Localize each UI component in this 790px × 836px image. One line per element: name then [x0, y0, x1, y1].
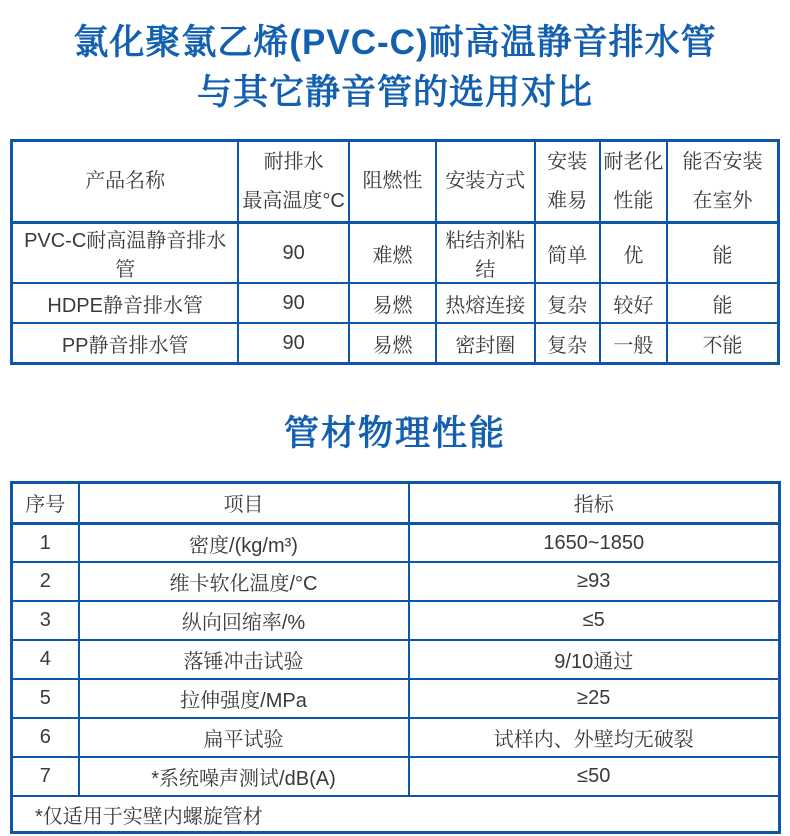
cell-product-name: PP静音排水管	[12, 323, 239, 363]
cell-item: 扁平试验	[79, 718, 409, 757]
header-install-difficulty: 安装 难易	[535, 141, 600, 223]
cell-index: 3	[12, 601, 79, 640]
cell-outdoor: 能	[667, 223, 779, 284]
header-item: 项目	[79, 482, 409, 523]
section-title-physical-properties: 管材物理性能	[283, 413, 506, 453]
table-row-shrinkage	[12, 601, 780, 640]
cell-install-method: 密封圈	[436, 323, 534, 363]
cell-install-method: 粘结剂粘结	[436, 223, 534, 284]
table-footnote: *仅适用于实壁内螺旋管材	[12, 796, 780, 832]
cell-aging: 优	[600, 223, 667, 284]
table-row-density	[12, 523, 780, 562]
cell-flame: 易燃	[349, 323, 436, 363]
cell-spec: ≥25	[409, 679, 780, 718]
cell-aging: 一般	[600, 323, 667, 363]
cell-index: 2	[12, 562, 79, 601]
comparison-table	[10, 139, 780, 365]
page-title-line2: 与其它静音管的选用对比	[196, 72, 593, 112]
header-install-method: 安装方式	[436, 141, 534, 223]
page-title	[0, 0, 790, 117]
cell-item: 落锤冲击试验	[79, 640, 409, 679]
header-index: 序号	[12, 482, 79, 523]
cell-spec: 试样内、外壁均无破裂	[409, 718, 780, 757]
table-row-vicat	[12, 562, 780, 601]
cell-difficulty: 复杂	[535, 283, 600, 323]
header-spec: 指标	[409, 482, 780, 523]
cell-difficulty: 简单	[535, 223, 600, 284]
cell-flame: 易燃	[349, 283, 436, 323]
cell-item: *系统噪声测试/dB(A)	[79, 757, 409, 796]
cell-index: 4	[12, 640, 79, 679]
cell-outdoor: 能	[667, 283, 779, 323]
cell-outdoor: 不能	[667, 323, 779, 363]
header-flame-retardancy: 阻燃性	[349, 141, 436, 223]
cell-item: 密度/(kg/m³)	[79, 523, 409, 562]
cell-item: 纵向回缩率/%	[79, 601, 409, 640]
cell-difficulty: 复杂	[535, 323, 600, 363]
cell-index: 5	[12, 679, 79, 718]
table-row-hdpe	[12, 283, 779, 323]
cell-index: 1	[12, 523, 79, 562]
cell-install-method: 热熔连接	[436, 283, 534, 323]
header-max-drain-temp: 耐排水 最高温度°C	[238, 141, 348, 223]
physical-header-row	[12, 482, 780, 523]
physical-properties-table	[10, 481, 781, 834]
cell-product-name: HDPE静音排水管	[12, 283, 239, 323]
table-row-flattening	[12, 718, 780, 757]
cell-max-temp: 90	[238, 283, 348, 323]
table-row-pvcc	[12, 223, 779, 284]
page-title-line1: 氯化聚氯乙烯(PVC-C)耐高温静音排水管	[73, 23, 717, 62]
cell-max-temp: 90	[238, 323, 348, 363]
header-product-name: 产品名称	[12, 141, 239, 223]
cell-index: 7	[12, 757, 79, 796]
cell-max-temp: 90	[238, 223, 348, 284]
table-row-impact	[12, 640, 780, 679]
cell-aging: 较好	[600, 283, 667, 323]
cell-spec: ≤50	[409, 757, 780, 796]
header-outdoor-install: 能否安装 在室外	[667, 141, 779, 223]
cell-spec: ≥93	[409, 562, 780, 601]
table-row-noise	[12, 757, 780, 796]
cell-item: 拉伸强度/MPa	[79, 679, 409, 718]
cell-spec: ≤5	[409, 601, 780, 640]
comparison-header-row	[12, 141, 779, 223]
table-footnote-row	[12, 796, 780, 832]
table-row-tensile	[12, 679, 780, 718]
table-row-pp	[12, 323, 779, 363]
cell-spec: 1650~1850	[409, 523, 780, 562]
cell-index: 6	[12, 718, 79, 757]
cell-flame: 难燃	[349, 223, 436, 284]
cell-spec: 9/10通过	[409, 640, 780, 679]
cell-product-name: PVC-C耐高温静音排水管	[12, 223, 239, 284]
header-aging-resistance: 耐老化 性能	[600, 141, 667, 223]
cell-item: 维卡软化温度/°C	[79, 562, 409, 601]
